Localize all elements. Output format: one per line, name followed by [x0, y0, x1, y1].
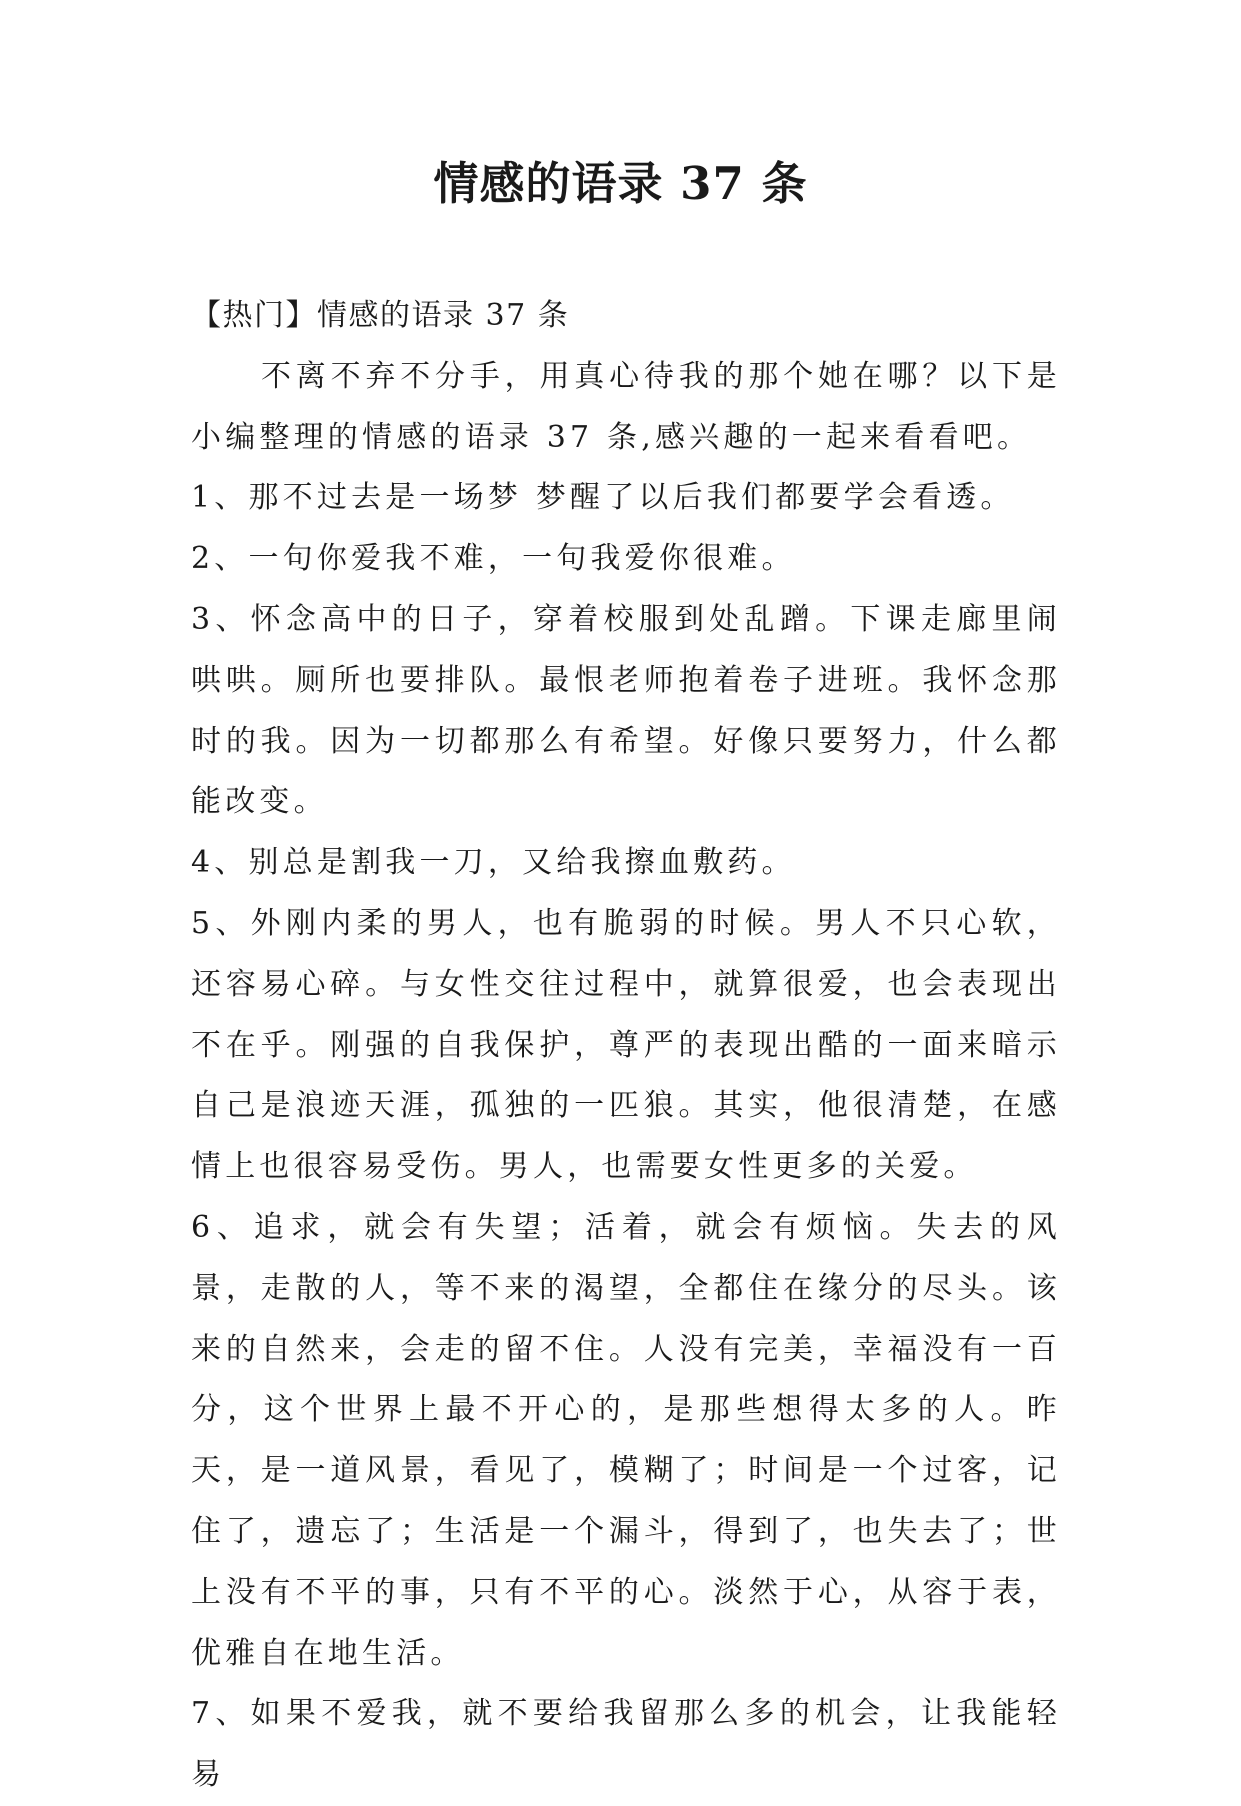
document-body [191, 286, 1061, 1806]
document-heading: 【热门】情感的语录 37 条 [191, 298, 570, 333]
list-item: 6、追求，就会有失望；活着，就会有烦恼。失去的风景，走散的人，等不来的渴望，全都住在缘分的尽头。该来的自然来，会走的留不住。人没有完美，幸福没有一百分，这个世界上最不开心的，是那些想得太多的人。昨天，是一道风景，看见了，模糊了；时间是一个过客，记住了，遗忘了；生活是一个漏斗，得到了，也失去了；世上没有不平的事，只有不平的心。淡然于心，从容于表，优雅自在地生活。 [191, 1209, 1061, 1671]
list-item: 1、那不过去是一场梦 梦醒了以后我们都要学会看透。 [191, 480, 1015, 516]
list-item: 5、外刚内柔的男人，也有脆弱的时候。男人不只心软，还容易心碎。与女性交往过程中，就算很爱，也会表现出不在乎。刚强的自我保护，尊严的表现出酷的一面来暗示自己是浪迹天涯，孤独的一匹狼。其实，他很清楚，在感情上也很容易受伤。男人，也需要女性更多的关爱。 [191, 905, 1061, 1185]
list-item: 2、一句你爱我不难，一句我爱你很难。 [191, 541, 796, 577]
intro-paragraph: 不离不弃不分手，用真心待我的那个她在哪？以下是小编整理的情感的语录 37 条,感兴趣的一起来看看吧。 [191, 358, 1061, 455]
document-title: 情感的语录 37 条 [433, 157, 808, 210]
list-item: 7、如果不爱我，就不要给我留那么多的机会，让我能轻易 [191, 1696, 1061, 1793]
list-item: 4、别总是割我一刀，又给我擦血敷药。 [191, 845, 796, 881]
list-item: 3、怀念高中的日子，穿着校服到处乱蹭。下课走廊里闹哄哄。厕所也要排队。最恨老师抱着卷子进班。我怀念那时的我。因为一切都那么有希望。好像只要努力，什么都能改变。 [191, 601, 1061, 820]
